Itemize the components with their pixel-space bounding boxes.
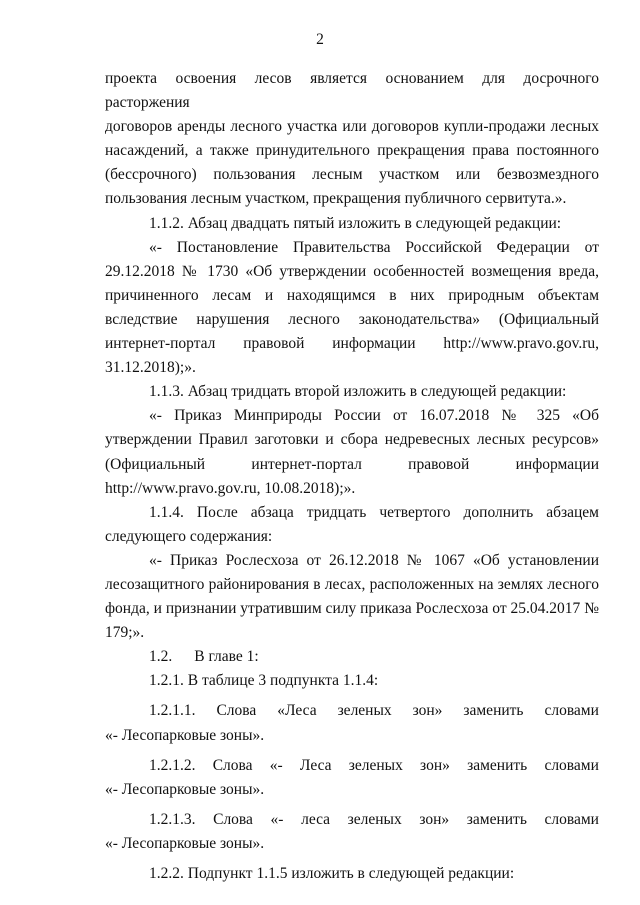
document-body <box>105 67 599 886</box>
word: леса <box>301 810 331 828</box>
paragraph-1-1-3: 1.1.3. Абзац тридцать второй изложить в следующей редакции: <box>149 383 567 401</box>
paragraph-continuation <box>105 67 599 212</box>
word: словами <box>544 756 599 774</box>
text-line: договоров аренды лесного участка или договоров купли-продажи лесных <box>105 118 599 136</box>
paragraph-1-2-1: 1.2.1. В таблице 3 подпункта 1.1.4: <box>149 672 379 690</box>
word: словами <box>544 702 599 720</box>
word: 1.2.1.3. <box>149 810 196 828</box>
text-line: (бессрочного) пользования лесным участком или безвозмездного <box>105 166 599 184</box>
item-1-2-1-2-line <box>149 754 599 778</box>
text-line: проекта освоения лесов является основанием для досрочного расторжения <box>105 70 599 112</box>
word: Слова <box>212 756 253 774</box>
word: заменить <box>467 756 528 774</box>
paragraph-1-2 <box>105 645 599 669</box>
word: зеленых <box>347 810 402 828</box>
paragraph-quote-order-325: «- Приказ Минприроды России от 16.07.2018 № 325 «Об утверждении Правил заготовки и сбора недревесных лесных ресурсов» (Официальный интернет-портал правовой информации http://www.pravo.gov.ru, 10.08.2018);». <box>105 407 599 497</box>
item-1-2-1-3-tail: «- Лесопарковые зоны». <box>105 834 265 852</box>
item-1-2-1-2-tail: «- Лесопарковые зоны». <box>105 780 265 798</box>
word: «- <box>270 810 284 828</box>
word: зон» <box>420 756 450 774</box>
word: зон» <box>412 702 443 720</box>
item-1-2-1-1-tail: «- Лесопарковые зоны». <box>105 726 265 744</box>
word: зеленых <box>348 756 403 774</box>
item-1-2-1-3-line <box>149 808 599 832</box>
item-1-2-1-1-line <box>149 699 599 723</box>
word: Слова <box>216 702 257 720</box>
section-text: В главе 1: <box>194 648 259 666</box>
word: словами <box>544 810 599 828</box>
page-number: 2 <box>316 31 324 48</box>
word: «- <box>269 756 283 774</box>
word: зеленых <box>337 702 392 720</box>
word: Леса <box>299 756 332 774</box>
word: Слова <box>213 810 253 828</box>
word: 1.2.1.2. <box>149 756 196 774</box>
text-line: насаждений, а также принудительного прекращения права постоянного <box>105 142 599 160</box>
paragraph-1-1-2: 1.1.2. Абзац двадцать пятый изложить в следующей редакции: <box>149 214 562 232</box>
word: зон» <box>419 810 450 828</box>
word: заменить <box>466 810 527 828</box>
paragraph-1-1-4: 1.1.4. После абзаца тридцать четвертого дополнить абзацем следующего содержания: <box>105 503 599 545</box>
paragraph-quote-resolution: «- Постановление Правительства Российской Федерации от 29.12.2018 № 1730 «Об утверждении особенностей возмещения вреда, причиненного лесам и находящимся в них природным объектам вследствие нарушения лесного законодательства» (Официальный интернет-портал правовой информации http://www.pravo.gov.ru, 31.12.2018);». <box>105 238 599 377</box>
word: «Леса <box>277 702 317 720</box>
text-line: пользования лесным участком, прекращения публичного сервитута.». <box>105 190 567 208</box>
word: 1.2.1.1. <box>149 702 196 720</box>
word: заменить <box>463 702 524 720</box>
section-number: 1.2. <box>149 648 173 666</box>
paragraph-quote-order-1067: «- Приказ Рослесхоза от 26.12.2018 № 1067 «Об установлении лесозащитного районирования в лесах, расположенных на землях лесного фонда, и признании утратившим силу приказа Рослесхоза от 25.04.2017 № 179;». <box>105 551 599 642</box>
paragraph-1-2-2: 1.2.2. Подпункт 1.1.5 изложить в следующей редакции: <box>149 865 515 882</box>
